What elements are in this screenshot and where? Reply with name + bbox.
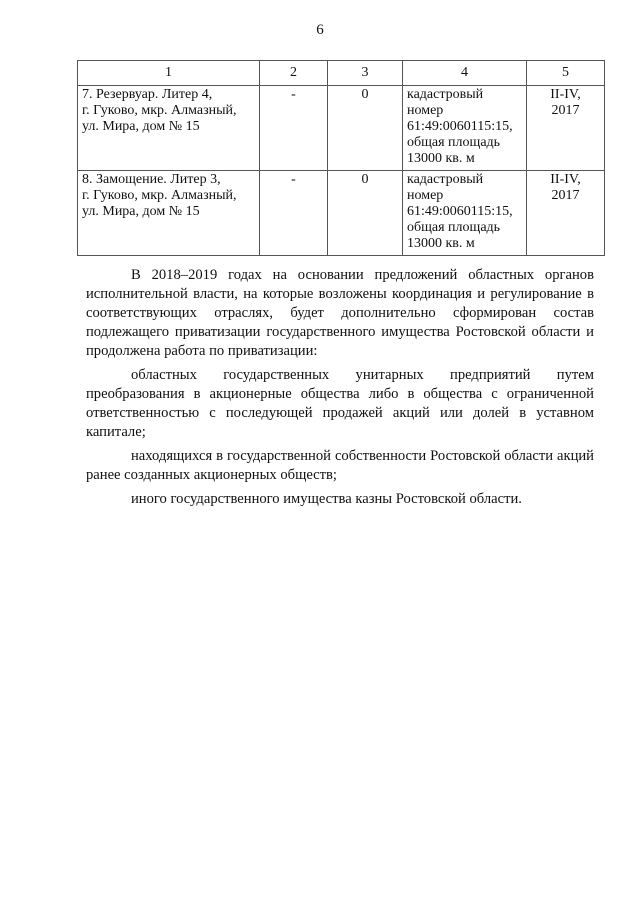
table-row [78,86,605,171]
object-name-line: ул. Мира, дом № 15 [82,119,200,134]
period-line: II-IV, [550,87,581,102]
header-col-2: 2 [260,61,328,86]
details-line: общая площадь [407,135,501,150]
details-line: номер [407,188,444,203]
details-line: номер [407,103,444,118]
period-line: 2017 [551,188,580,203]
header-col-3: 3 [328,61,403,86]
object-details-cell [403,171,527,256]
header-col-5: 5 [527,61,605,86]
details-line: 61:49:0060115:15, [407,119,513,134]
details-line: кадастровый [407,172,484,187]
header-col-1: 1 [78,61,260,86]
details-line: 13000 кв. м [407,236,475,251]
object-details-cell [403,86,527,171]
privatization-objects-table [77,60,605,256]
object-name-line: г. Гуково, мкр. Алмазный, [82,188,237,203]
period-line: II-IV, [550,172,581,187]
details-line: 61:49:0060115:15, [407,204,513,219]
paragraph-shares: находящихся в государственной собственности Ростовской области акций ранее созданных акционерных обществ; [86,448,594,483]
paragraph-other-property: иного государственного имущества казны Ростовской области. [131,491,522,507]
page-number: 6 [316,22,324,38]
header-col-4: 4 [403,61,527,86]
table-row [78,171,605,256]
object-name-cell [78,171,260,256]
col3-cell: 0 [328,171,403,256]
paragraph-intro: В 2018–2019 годах на основании предложений областных органов исполнительной власти, на которые возложены координация и регулирование в соответствующих отраслях, будет дополнительно сформирован состав подлежащего приватизации государственного имущества Ростовской области и продолжена работа по приватизации: [86,267,594,359]
object-name-line: 7. Резервуар. Литер 4, [82,87,213,102]
col2-cell: - [260,171,328,256]
period-line: 2017 [551,103,580,118]
table-header-row [78,61,605,86]
details-line: общая площадь [407,220,501,235]
period-cell [527,86,605,171]
col2-cell: - [260,86,328,171]
details-line: 13000 кв. м [407,151,475,166]
object-name-line: 8. Замощение. Литер 3, [82,172,221,187]
paragraph-enterprises: областных государственных унитарных предприятий путем преобразования в акционерные общества либо в общества с ограниченной ответственностью с последующей продажей акций или долей в уставном капитале; [86,367,594,440]
object-name-cell [78,86,260,171]
body-text [86,266,594,514]
object-name-line: г. Гуково, мкр. Алмазный, [82,103,237,118]
details-line: кадастровый [407,87,484,102]
col3-cell: 0 [328,86,403,171]
period-cell [527,171,605,256]
object-name-line: ул. Мира, дом № 15 [82,204,200,219]
